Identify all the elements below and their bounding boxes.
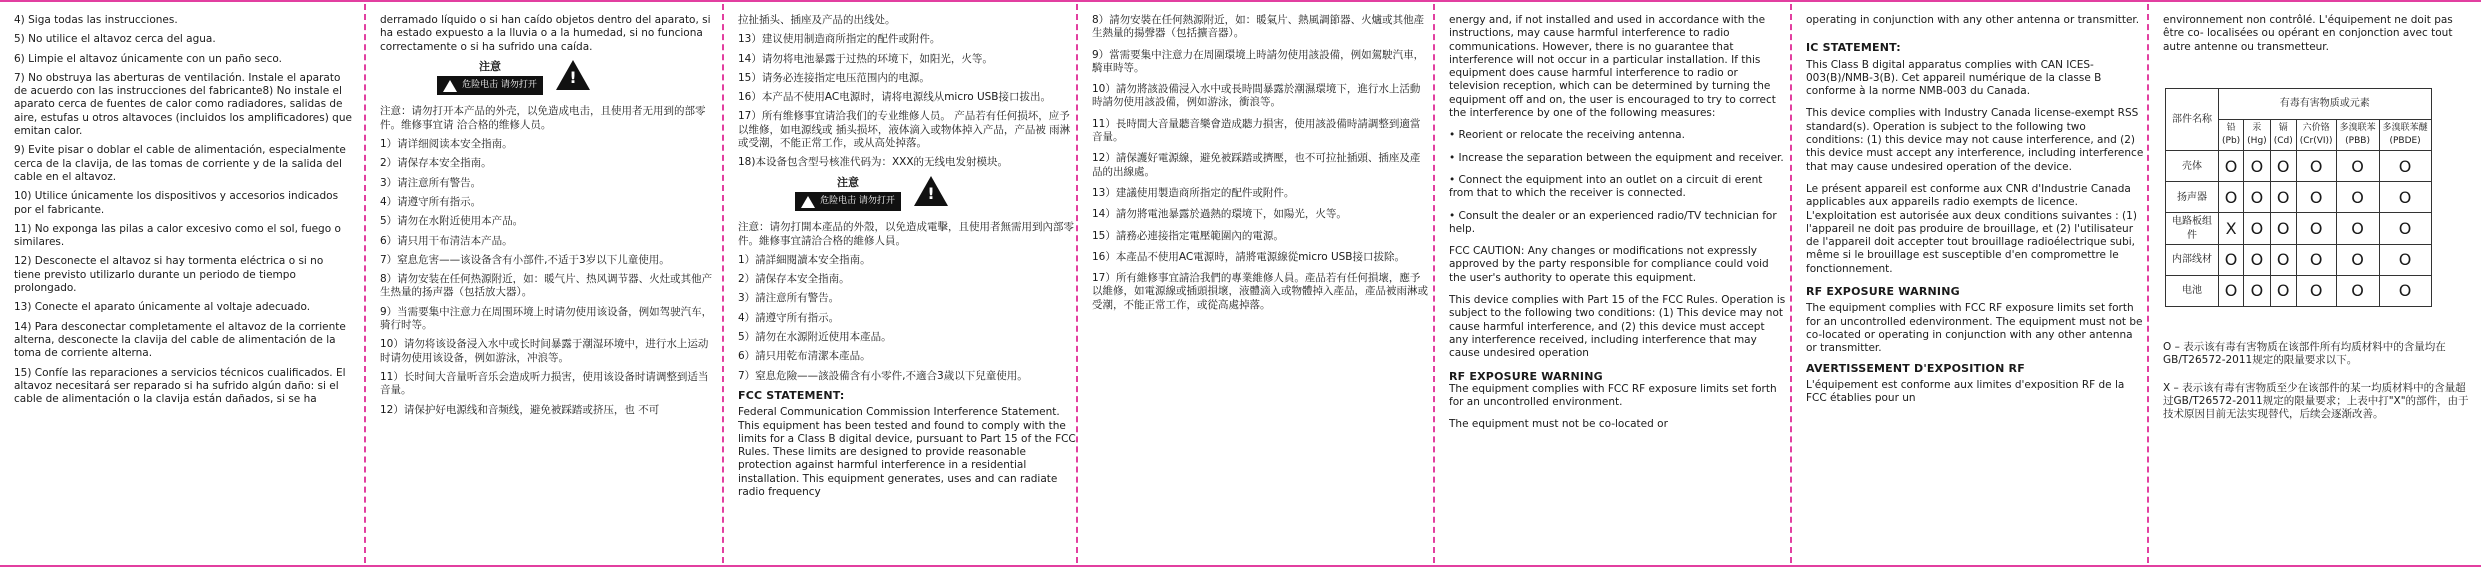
table-cell: O	[2270, 182, 2296, 213]
instruction-item: 8）請勿安裝在任何熱源附近，如：暖氣片、熱風調節器、火爐或其他產生熱量的揚聲器（包括擴音器）。	[1092, 14, 1425, 40]
instruction-item: 10) Utilice únicamente los dispositivos y accesorios indicados por el fabricante.	[14, 190, 339, 216]
panel-fcc-statement	[1449, 14, 1787, 554]
instruction-item: 14）請勿將電池暴露於過熱的環境下，如陽光，火等。	[1092, 208, 1347, 221]
instruction-item: 9）當需要集中注意力在周圍環境上時請勿使用該設備，例如駕駛汽車，騎車時等。	[1092, 48, 1425, 74]
table-cell: O	[2270, 151, 2296, 182]
fold-line	[1433, 4, 1435, 563]
paragraph: This device complies with Industry Canada license-exempt RSS standard(s). Operation is subject to the following two conditions: (1) this device may not cause interference, and (2) this device must accept any interference, including interference that may cause undesired operation of the device.	[1806, 107, 2144, 173]
fcc-heading: FCC STATEMENT:	[738, 388, 845, 402]
fcc-statement: Federal Communication Commission Interference Statement. This equipment has been tested and found to comply with the limits for a Class B digital device, pursuant to Part 15 of the FCC Rules. These limits are designed to provide reasonable protection against harmful interference in a residential installation. This equipment generates, uses and can radiate radio frequency	[738, 406, 1076, 499]
table-cell: O	[2296, 245, 2336, 276]
instruction-item: 12）请保护好电源线和音频线，避免被踩踏或挤压，也 不可	[380, 403, 660, 416]
instruction-item: 9) Evite pisar o doblar el cable de alimentación, especialmente cerca de la clavija, de las tomas de corriente y de la salida del cable en el altavoz.	[14, 144, 346, 183]
table-cell: O	[2336, 182, 2379, 213]
paragraph: operating in conjunction with any other antenna or transmitter.	[1806, 14, 2140, 26]
panel-hazardous-substances	[2163, 14, 2473, 554]
rf-exposure-text: The equipment complies with FCC RF exposure limits set forth for an uncontrolled edenvironment. The equipment must not be co-located or operating in conjunction with any other antenna or transmitter.	[1806, 302, 2143, 355]
table-cell: O	[2379, 213, 2431, 245]
table-cell: O	[2296, 276, 2336, 307]
table-cell: O	[2270, 276, 2296, 307]
fold-line	[1790, 4, 1792, 563]
instruction-item: 5）請勿在水源附近使用本產品。	[738, 331, 892, 344]
instruction-item: 9）当需要集中注意力在周围环境上时请勿使用该设备，例如驾驶汽车，骑行时等。	[380, 305, 713, 332]
table-column-header: 铅 (Pb)	[2219, 119, 2244, 151]
instruction-item: 18)本设备包含型号核准代码为：XXX的无线电发射模块。	[738, 156, 1009, 169]
table-column-header: 汞 (Hg)	[2244, 119, 2271, 151]
instruction-item: 6）請只用乾布清潔本產品。	[738, 350, 871, 363]
warning-title: 注意	[837, 175, 859, 189]
table-cell: O	[2244, 245, 2271, 276]
warning-bar	[437, 76, 543, 95]
table-cell: O	[2379, 276, 2431, 307]
exclamation-warning-icon: !	[914, 176, 948, 206]
instruction-item: 4) Siga todas las instrucciones.	[14, 14, 178, 26]
instruction-item: 16）本產品不使用AC電源時，請將電源線從micro USB接口拔除。	[1092, 250, 1406, 263]
table-cell: O	[2379, 151, 2431, 182]
rf-exposure-heading: RF EXPOSURE WARNING	[1806, 285, 1960, 299]
table-cell: O	[2244, 151, 2271, 182]
paragraph: • Increase the separation between the equipment and receiver.	[1449, 151, 1784, 164]
table-cell: O	[2244, 182, 2271, 213]
instruction-item: 14) Para desconectar completamente el altavoz de la corriente alterna, desconecte la clavija del cable de alimentación de la toma de corriente alterna.	[14, 320, 346, 360]
table-row-header: 壳体	[2166, 151, 2219, 182]
paragraph: • Connect the equipment into an outlet on a circuit di erent from that to which the receiver is connected.	[1449, 173, 1763, 200]
warning-bar	[795, 192, 901, 211]
paragraph: Le présent appareil est conforme aux CNR d'Industrie Canada applicables aux appareils radio exempts de licence. L'exploitation est autorisée aux deux conditions suivantes : (1) l'appareil ne doit pas produire de brouillage, et (2) l'utilisateur de l'appareil doit accepter tout brouillage radioélectrique subi, même si le brouillage est susceptible d'en compromettre le fonctionnement.	[1806, 182, 2137, 275]
table-cell: O	[2219, 245, 2244, 276]
instruction-item: 6) Limpie el altavoz únicamente con un paño seco.	[14, 52, 282, 65]
instruction-item: 16）本产品不使用AC电源时，请将电源线从micro USB接口拔出。	[738, 91, 1052, 104]
instruction-item: 10）請勿將該設備浸入水中或長時間暴露於潮濕環境下，進行水上活動時請勿使用該設備，例如游泳，衝浪等。	[1092, 83, 1421, 109]
instruction-item: 4）請遵守所有指示。	[738, 311, 840, 324]
electric-shock-warning-label	[442, 60, 718, 96]
warning-title: 注意	[479, 59, 501, 73]
instruction-item: 2）请保存本安全指南。	[380, 157, 492, 170]
instruction-item: 7）窒息危害——该设备含有小部件,不适于3岁以下儿童使用。	[380, 253, 670, 266]
fold-line	[1076, 4, 1078, 563]
instruction-item: 5）请勿在水附近使用本产品。	[380, 215, 524, 228]
table-row-header: 电池	[2166, 276, 2219, 307]
instruction-item: 12) Desconecte el altavoz si hay tormenta eléctrica o si no tiene previsto utilizarlo durante un periodo de tiempo prolongado.	[14, 255, 324, 295]
rf-exposure-text: The equipment complies with FCC RF exposure limits set forth for an uncontrolled environment.	[1449, 382, 1777, 409]
instruction-item: 15) Confíe las reparaciones a servicios técnicos cualificados. El altavoz necesitará ser reparado si ha sufrido algún daño: si el cable de alimentación o la clavija están dañados, si se ha	[14, 366, 346, 406]
rf-exposure-heading: RF EXPOSURE WARNING	[1449, 369, 1603, 383]
instruction-item: 11）長時間大音量聽音樂會造成聽力損害，使用該設備時請調整到適當音量。	[1092, 117, 1421, 144]
table-note: O – 表示该有毒有害物质在该部件所有均质材料中的含量均在GB/T26572-2011规定的限量要求以下。	[2163, 341, 2446, 367]
paragraph: • Consult the dealer or an experienced radio/TV technician for help.	[1449, 209, 1777, 235]
table-cell: O	[2296, 213, 2336, 245]
paragraph: • Reorient or relocate the receiving antenna.	[1449, 129, 1685, 142]
instruction-item: 2）請保存本安全指南。	[738, 273, 850, 286]
instruction-item: 4）请遵守所有指示。	[380, 195, 482, 208]
instruction-item: 10）请勿将该设备浸入水中或长时间暴露于潮湿环境中，进行水上运动时请勿使用该设备，例如游泳，冲浪等。	[380, 338, 709, 364]
table-note: X – 表示该有毒有害物质至少在该部件的某一均质材料中的含量超过GB/T26572-2011规定的限量要求；上表中打"X"的部件，由于技术原因目前无法实现替代，后续会逐渐改善。	[2163, 381, 2469, 421]
instruction-item: 13）建議使用製造商所指定的配件或附件。	[1092, 186, 1295, 199]
panel-simplified-chinese-safety	[380, 14, 718, 554]
lightning-icon	[443, 80, 457, 92]
ic-heading: IC STATEMENT:	[1806, 41, 1901, 55]
table-column-header: 六价铬 (Cr(VI))	[2296, 119, 2336, 151]
table-row	[2166, 276, 2432, 307]
rf-exposure-text-french: L'équipement est conforme aux limites d'exposition RF de la FCC établies pour un	[1806, 378, 2125, 405]
instruction-item: 6）请只用干布清洁本产品。	[380, 234, 513, 247]
instruction-item: 15）请务必连接指定电压范围内的电源。	[738, 71, 930, 84]
table-row	[2166, 182, 2432, 213]
table-header-part: 部件名称	[2166, 88, 2219, 151]
table-cell: O	[2296, 151, 2336, 182]
table-cell: O	[2270, 245, 2296, 276]
table-row-header: 扬声器	[2166, 182, 2219, 213]
fold-line	[364, 4, 366, 563]
panel-spanish-instructions	[14, 14, 352, 554]
table-cell: O	[2244, 276, 2271, 307]
table-cell: O	[2244, 213, 2271, 245]
instruction-item: 1）请详细阅读本安全指南。	[380, 138, 513, 151]
table-column-header: 多溴联苯醚 (PBDE)	[2379, 119, 2431, 151]
table-cell: O	[2296, 182, 2336, 213]
instruction-item: 1）請詳細閱讀本安全指南。	[738, 253, 871, 266]
hazardous-substances-table	[2165, 88, 2432, 307]
paragraph: energy and, if not installed and used in accordance with the instructions, may cause harmful interference to radio communications. However, there is no guarantee that interference will not occur in a particular installation. If this equipment does cause harmful interference to radio or television reception, which can be determined by turning the equipment off and on, the user is encouraged to try to correct the interference by one of the following measures:	[1449, 14, 1776, 120]
table-cell: O	[2270, 213, 2296, 245]
rf-exposure-heading-french: AVERTISSEMENT D'EXPOSITION RF	[1806, 361, 2025, 375]
paragraph: This device complies with Part 15 of the FCC Rules. Operation is subject to the following two conditions: (1) This device may not cause harmful interference, and (2) this device must accept any interference received, including interference that may cause undesired operation	[1449, 294, 1786, 360]
instruction-item: 17）所有維修事宜請洽我們的專業維修人員。產品若有任何損壞，應予以維修，如電源線或插頭損壞，液體滴入或物體掉入產品，產品被雨淋或受潮，不能正常工作，或從高處掉落。	[1092, 272, 1428, 311]
instruction-item: 7) No obstruya las aberturas de ventilación. Instale el aparato de acuerdo con las instrucciones del fabricante8) No instale el aparato cerca de fuentes de calor como radiadores, salidas de aire, estufas u otros altavoces (incluidos los amplificadores) que emitan calor.	[14, 71, 352, 138]
table-cell: O	[2336, 245, 2379, 276]
instruction-item: 11) No exponga las pilas a calor excesivo como el sol, fuego o similares.	[14, 222, 341, 249]
instruction-item: 3）请注意所有警告。	[380, 176, 482, 189]
paragraph: environnement non contrôlé. L'équipement ne doit pas être co- localisées ou opérant en conjonction avec tout autre antenne ou transmetteur.	[2163, 14, 2453, 53]
table-cell: O	[2219, 151, 2244, 182]
lightning-icon	[801, 196, 815, 208]
fold-line	[722, 4, 724, 563]
panel-traditional-chinese-safety	[1092, 14, 1430, 554]
instruction-item: 17）所有维修事宜请洽我们的专业维修人员。 产品若有任何损坏，应予以维修，如电源线或 插头损坏，液体滴入或物体掉入产品，产品被 雨淋或受潮，不能正常工作，或从高处掉落。	[738, 110, 1071, 150]
paragraph: FCC CAUTION: Any changes or modifications not expressly approved by the party responsible for compliance could void the user's authority to operate this equipment.	[1449, 245, 1769, 284]
table-row-header: 内部线材	[2166, 245, 2219, 276]
instruction-item: 7）窒息危險——該設備含有小零件,不適合3歲以下兒童使用。	[738, 369, 1028, 382]
instruction-item: 8）请勿安装在任何热源附近，如：暖气片、热风调节器、火灶或其他产生热量的扬声器（包括放大器）。	[380, 273, 713, 299]
paragraph: This Class B digital apparatus complies with CAN ICES-003(B)/NMB-3(B). Cet appareil numérique de la classe B conforme à la norme NMB-003 du Canada.	[1806, 58, 2102, 98]
table-cell: O	[2336, 151, 2379, 182]
table-cell: O	[2336, 213, 2379, 245]
electric-shock-warning-label	[800, 176, 1076, 212]
table-cell: O	[2219, 276, 2244, 307]
table-cell: X	[2219, 213, 2244, 245]
warning-bar-text: 危险电击 请勿打开	[820, 195, 895, 206]
instruction-item: 5) No utilice el altavoz cerca del agua.	[14, 33, 216, 46]
instruction-item: 15）請務必連接指定電壓範圍內的電源。	[1092, 229, 1284, 242]
table-row-header: 电路板组件	[2166, 213, 2219, 245]
table-cell: O	[2219, 182, 2244, 213]
instruction-item: 注意：请勿打開本產品的外殼，以免造成電擊，且使用者無需用到內部零件。維修事宜請洽合格的維修人員。	[738, 221, 1074, 247]
instruction-item: 14）请勿将电池暴露于过热的环境下，如阳光，火等。	[738, 52, 993, 65]
fold-line	[2147, 4, 2149, 563]
panel-ic-statement	[1806, 14, 2144, 554]
table-row	[2166, 213, 2432, 245]
exclamation-warning-icon: !	[556, 60, 590, 90]
table-column-header: 镉 (Cd)	[2270, 119, 2296, 151]
instruction-item: 11）长时间大音量听音乐会造成听力损害，使用该设备时请调整到适当音量。	[380, 370, 709, 397]
instruction-item: 13）建议使用制造商所指定的配件或附件。	[738, 33, 941, 46]
warning-bar-text: 危险电击 请勿打开	[462, 80, 537, 91]
rf-exposure-text: The equipment must not be co-located or	[1449, 418, 1668, 431]
instruction-item: 3）請注意所有警告。	[738, 292, 840, 305]
table-cell: O	[2379, 182, 2431, 213]
table-row	[2166, 151, 2432, 182]
table-cell: O	[2379, 245, 2431, 276]
table-cell: O	[2336, 276, 2379, 307]
table-column-header: 多溴联苯 (PBB)	[2336, 119, 2379, 151]
instruction-item: 拉扯插头、插座及产品的出线处。	[738, 14, 896, 26]
table-row	[2166, 245, 2432, 276]
paragraph: derramado líquido o si han caído objetos dentro del aparato, si ha estado expuesto a la lluvia o a la humedad, si no funciona correctamente o si ha sufrido una caída.	[380, 14, 711, 53]
panel-chinese-safety-continued	[738, 14, 1076, 554]
instruction-item: 13) Conecte el aparato únicamente al voltaje adecuado.	[14, 301, 311, 314]
table-title: 有毒有害物质或元素	[2219, 88, 2432, 119]
instruction-item: 注意：请勿打开本产品的外壳，以免造成电击，且使用者无用到的部零件。维修事宜请 洽合格的维修人员。	[380, 105, 706, 131]
instruction-item: 12）請保護好電源線，避免被踩踏或擠壓，也不可拉扯插頭、插座及產品的出線處。	[1092, 152, 1421, 178]
